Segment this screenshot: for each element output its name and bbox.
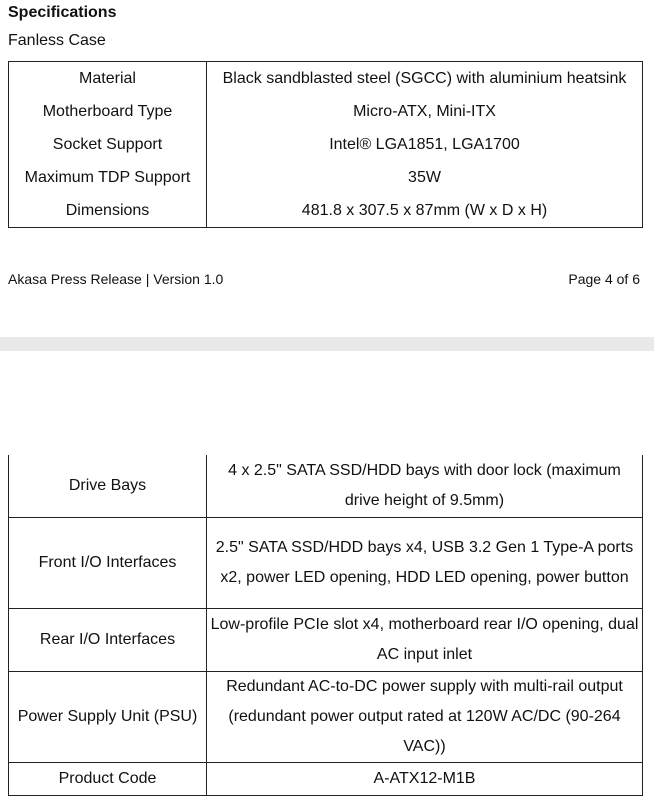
table-row — [9, 609, 643, 672]
table-row — [9, 672, 643, 763]
spec-label: Power Supply Unit (PSU) — [9, 672, 207, 763]
spec-value: 2.5" SATA SSD/HDD bays x4, USB 3.2 Gen 1 Type-A ports x2, power LED opening, HDD LED opening, power button — [207, 518, 643, 609]
table-row — [9, 763, 643, 796]
spec-label: Dimensions — [9, 194, 207, 228]
spec-label: Front I/O Interfaces — [9, 518, 207, 609]
spec-label: Drive Bays — [9, 455, 207, 518]
spec-value: 4 x 2.5" SATA SSD/HDD bays with door lock (maximum drive height of 9.5mm) — [207, 455, 643, 518]
spec-label: Socket Support — [9, 128, 207, 161]
spec-value: 481.8 x 307.5 x 87mm (W x D x H) — [207, 194, 643, 228]
page-separator — [0, 337, 654, 351]
spec-table-bottom — [8, 455, 643, 796]
spec-value: 35W — [207, 161, 643, 194]
table-row — [9, 128, 643, 161]
product-subheading: Fanless Case — [8, 32, 106, 49]
spec-value: Black sandblasted steel (SGCC) with aluminium heatsink — [207, 62, 643, 96]
table-row — [9, 161, 643, 194]
document-page-bottom — [0, 351, 654, 800]
table-row — [9, 455, 643, 518]
table-row — [9, 518, 643, 609]
spec-value: Low-profile PCIe slot x4, motherboard rear I/O opening, dual AC input inlet — [207, 609, 643, 672]
section-heading: Specifications — [8, 4, 117, 21]
spec-table-top — [8, 61, 643, 228]
footer-page-number: Page 4 of 6 — [568, 271, 640, 287]
spec-label: Maximum TDP Support — [9, 161, 207, 194]
spec-value: Redundant AC-to-DC power supply with multi-rail output (redundant power output rated at 120W AC/DC (90-264 VAC)) — [207, 672, 643, 763]
spec-value: Micro-ATX, Mini-ITX — [207, 95, 643, 128]
spec-label: Product Code — [9, 763, 207, 796]
spec-value: Intel® LGA1851, LGA1700 — [207, 128, 643, 161]
table-row — [9, 62, 643, 96]
footer-release-info: Akasa Press Release | Version 1.0 — [8, 271, 224, 287]
spec-label: Motherboard Type — [9, 95, 207, 128]
document-page-top — [0, 0, 654, 337]
spec-label: Rear I/O Interfaces — [9, 609, 207, 672]
spec-value: A-ATX12-M1B — [207, 763, 643, 796]
table-row — [9, 95, 643, 128]
spec-label: Material — [9, 62, 207, 96]
table-row — [9, 194, 643, 228]
